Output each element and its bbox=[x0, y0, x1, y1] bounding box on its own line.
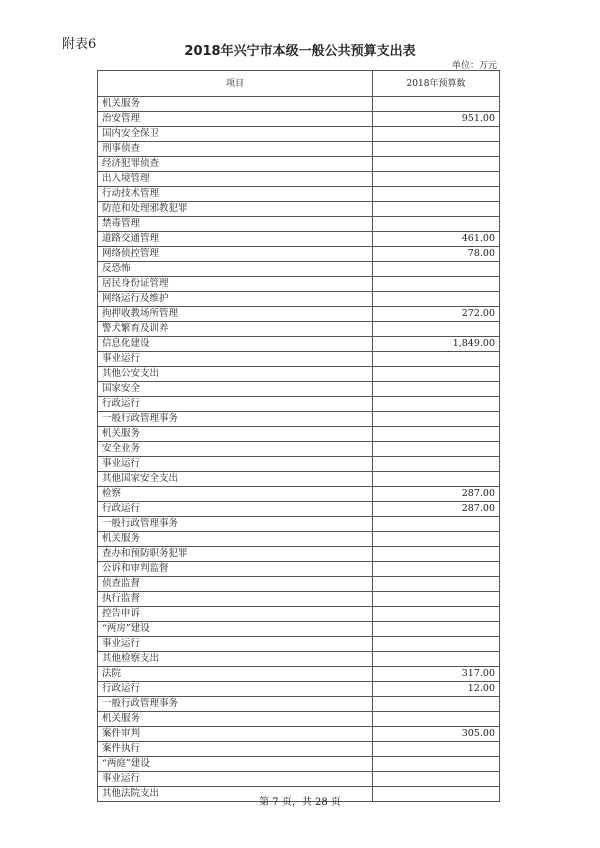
row-item-name: 警犬繁育及训养 bbox=[98, 322, 373, 337]
row-amount bbox=[373, 127, 500, 142]
row-item-name: 侦查监督 bbox=[98, 577, 373, 592]
row-amount bbox=[373, 367, 500, 382]
row-amount bbox=[373, 277, 500, 292]
row-item-name: 事业运行 bbox=[98, 352, 373, 367]
table-row bbox=[98, 457, 500, 472]
row-item-name: 法院 bbox=[98, 667, 373, 682]
table-row bbox=[98, 682, 500, 697]
row-item-name: 一般行政管理事务 bbox=[98, 412, 373, 427]
row-item-name: 查办和预防职务犯罪 bbox=[98, 547, 373, 562]
row-amount: 461.00 bbox=[373, 232, 500, 247]
table-row bbox=[98, 97, 500, 112]
row-item-name: 防范和处理邪教犯罪 bbox=[98, 202, 373, 217]
row-amount bbox=[373, 292, 500, 307]
row-amount bbox=[373, 412, 500, 427]
row-item-name: 其他国家安全支出 bbox=[98, 472, 373, 487]
row-item-name: 事业运行 bbox=[98, 457, 373, 472]
table-row bbox=[98, 397, 500, 412]
table-row bbox=[98, 322, 500, 337]
row-item-name: 公诉和审判监督 bbox=[98, 562, 373, 577]
unit-label: 单位：万元 bbox=[451, 61, 497, 71]
table-row bbox=[98, 502, 500, 517]
row-item-name: 禁毒管理 bbox=[98, 217, 373, 232]
row-amount bbox=[373, 607, 500, 622]
table-row bbox=[98, 157, 500, 172]
row-item-name: 事业运行 bbox=[98, 637, 373, 652]
table-row bbox=[98, 592, 500, 607]
row-item-name: 行动技术管理 bbox=[98, 187, 373, 202]
row-item-name: 案件审判 bbox=[98, 727, 373, 742]
row-amount bbox=[373, 97, 500, 112]
row-amount: 1,849.00 bbox=[373, 337, 500, 352]
row-amount: 305.00 bbox=[373, 727, 500, 742]
table-body bbox=[98, 97, 500, 802]
row-amount bbox=[373, 622, 500, 637]
table-row bbox=[98, 607, 500, 622]
row-amount bbox=[373, 577, 500, 592]
row-item-name: 事业运行 bbox=[98, 772, 373, 787]
table-row bbox=[98, 112, 500, 127]
row-item-name: 安全业务 bbox=[98, 442, 373, 457]
page-title: 2018年兴宁市本级一般公共预算支出表 bbox=[184, 44, 416, 59]
row-amount bbox=[373, 772, 500, 787]
table-row bbox=[98, 562, 500, 577]
table-row bbox=[98, 622, 500, 637]
row-item-name: 机关服务 bbox=[98, 427, 373, 442]
table-row bbox=[98, 172, 500, 187]
row-amount bbox=[373, 382, 500, 397]
row-item-name: 道路交通管理 bbox=[98, 232, 373, 247]
table-row bbox=[98, 547, 500, 562]
row-item-name: 检察 bbox=[98, 487, 373, 502]
row-item-name: 行政运行 bbox=[98, 397, 373, 412]
table-row bbox=[98, 142, 500, 157]
row-item-name: 刑事侦查 bbox=[98, 142, 373, 157]
attachment-label: 附表6 bbox=[62, 37, 97, 52]
table-row bbox=[98, 442, 500, 457]
table-row bbox=[98, 742, 500, 757]
row-amount bbox=[373, 202, 500, 217]
row-amount: 287.00 bbox=[373, 502, 500, 517]
row-amount: 12.00 bbox=[373, 682, 500, 697]
row-amount bbox=[373, 262, 500, 277]
table-row bbox=[98, 472, 500, 487]
table-row bbox=[98, 307, 500, 322]
table-row bbox=[98, 412, 500, 427]
row-amount bbox=[373, 547, 500, 562]
row-amount bbox=[373, 172, 500, 187]
row-item-name: 网络侦控管理 bbox=[98, 247, 373, 262]
row-amount bbox=[373, 157, 500, 172]
row-item-name: 经济犯罪侦查 bbox=[98, 157, 373, 172]
row-amount bbox=[373, 352, 500, 367]
row-item-name: 一般行政管理事务 bbox=[98, 697, 373, 712]
row-item-name: 治安管理 bbox=[98, 112, 373, 127]
table-row bbox=[98, 727, 500, 742]
row-item-name: 出入境管理 bbox=[98, 172, 373, 187]
row-item-name: 行政运行 bbox=[98, 502, 373, 517]
row-item-name: 其他检察支出 bbox=[98, 652, 373, 667]
row-item-name: 拘押收教场所管理 bbox=[98, 307, 373, 322]
row-amount bbox=[373, 187, 500, 202]
row-item-name: 案件执行 bbox=[98, 742, 373, 757]
table-row bbox=[98, 217, 500, 232]
header-item: 项目 bbox=[98, 71, 373, 97]
row-amount: 287.00 bbox=[373, 487, 500, 502]
table-row bbox=[98, 577, 500, 592]
row-item-name: 其他公安支出 bbox=[98, 367, 373, 382]
row-item-name: 反恐怖 bbox=[98, 262, 373, 277]
table-row bbox=[98, 202, 500, 217]
row-amount bbox=[373, 757, 500, 772]
row-amount bbox=[373, 142, 500, 157]
budget-table bbox=[97, 70, 500, 802]
row-item-name: 国内安全保卫 bbox=[98, 127, 373, 142]
row-item-name: 机关服务 bbox=[98, 532, 373, 547]
table-row bbox=[98, 712, 500, 727]
table-row bbox=[98, 637, 500, 652]
table-header-row bbox=[98, 71, 500, 97]
table-row bbox=[98, 352, 500, 367]
table-row bbox=[98, 292, 500, 307]
row-amount bbox=[373, 517, 500, 532]
row-item-name: 机关服务 bbox=[98, 97, 373, 112]
row-item-name: 其他法院支出 bbox=[98, 787, 373, 802]
row-item-name: 控告申诉 bbox=[98, 607, 373, 622]
row-item-name: 机关服务 bbox=[98, 712, 373, 727]
table-row bbox=[98, 262, 500, 277]
row-item-name: 行政运行 bbox=[98, 682, 373, 697]
table-row bbox=[98, 757, 500, 772]
row-amount bbox=[373, 457, 500, 472]
table-row bbox=[98, 187, 500, 202]
row-item-name: 执行监督 bbox=[98, 592, 373, 607]
header-amount: 2018年预算数 bbox=[373, 71, 500, 97]
row-amount bbox=[373, 637, 500, 652]
row-amount bbox=[373, 592, 500, 607]
row-amount bbox=[373, 742, 500, 757]
row-item-name: 信息化建设 bbox=[98, 337, 373, 352]
row-amount bbox=[373, 322, 500, 337]
row-item-name: 一般行政管理事务 bbox=[98, 517, 373, 532]
row-amount bbox=[373, 712, 500, 727]
table-row bbox=[98, 532, 500, 547]
row-amount bbox=[373, 427, 500, 442]
row-amount bbox=[373, 532, 500, 547]
row-amount bbox=[373, 442, 500, 457]
row-amount bbox=[373, 217, 500, 232]
row-item-name: 国家安全 bbox=[98, 382, 373, 397]
table-row bbox=[98, 652, 500, 667]
row-amount: 272.00 bbox=[373, 307, 500, 322]
row-amount bbox=[373, 562, 500, 577]
table-row bbox=[98, 277, 500, 292]
table-row bbox=[98, 427, 500, 442]
table-row bbox=[98, 367, 500, 382]
row-amount bbox=[373, 472, 500, 487]
row-amount bbox=[373, 697, 500, 712]
table-row bbox=[98, 247, 500, 262]
row-item-name: “两房”建设 bbox=[98, 622, 373, 637]
row-item-name: “两庭”建设 bbox=[98, 757, 373, 772]
table-row bbox=[98, 382, 500, 397]
table-row bbox=[98, 517, 500, 532]
table-row bbox=[98, 667, 500, 682]
row-item-name: 网络运行及维护 bbox=[98, 292, 373, 307]
row-amount bbox=[373, 397, 500, 412]
table-row bbox=[98, 487, 500, 502]
row-item-name: 居民身份证管理 bbox=[98, 277, 373, 292]
row-amount: 78.00 bbox=[373, 247, 500, 262]
row-amount: 951.00 bbox=[373, 112, 500, 127]
table-row bbox=[98, 337, 500, 352]
table-row bbox=[98, 697, 500, 712]
row-amount: 317.00 bbox=[373, 667, 500, 682]
table-row bbox=[98, 772, 500, 787]
table-row bbox=[98, 127, 500, 142]
table-row bbox=[98, 232, 500, 247]
row-amount bbox=[373, 652, 500, 667]
page-number: 第 7 页，共 28 页 bbox=[259, 797, 341, 808]
